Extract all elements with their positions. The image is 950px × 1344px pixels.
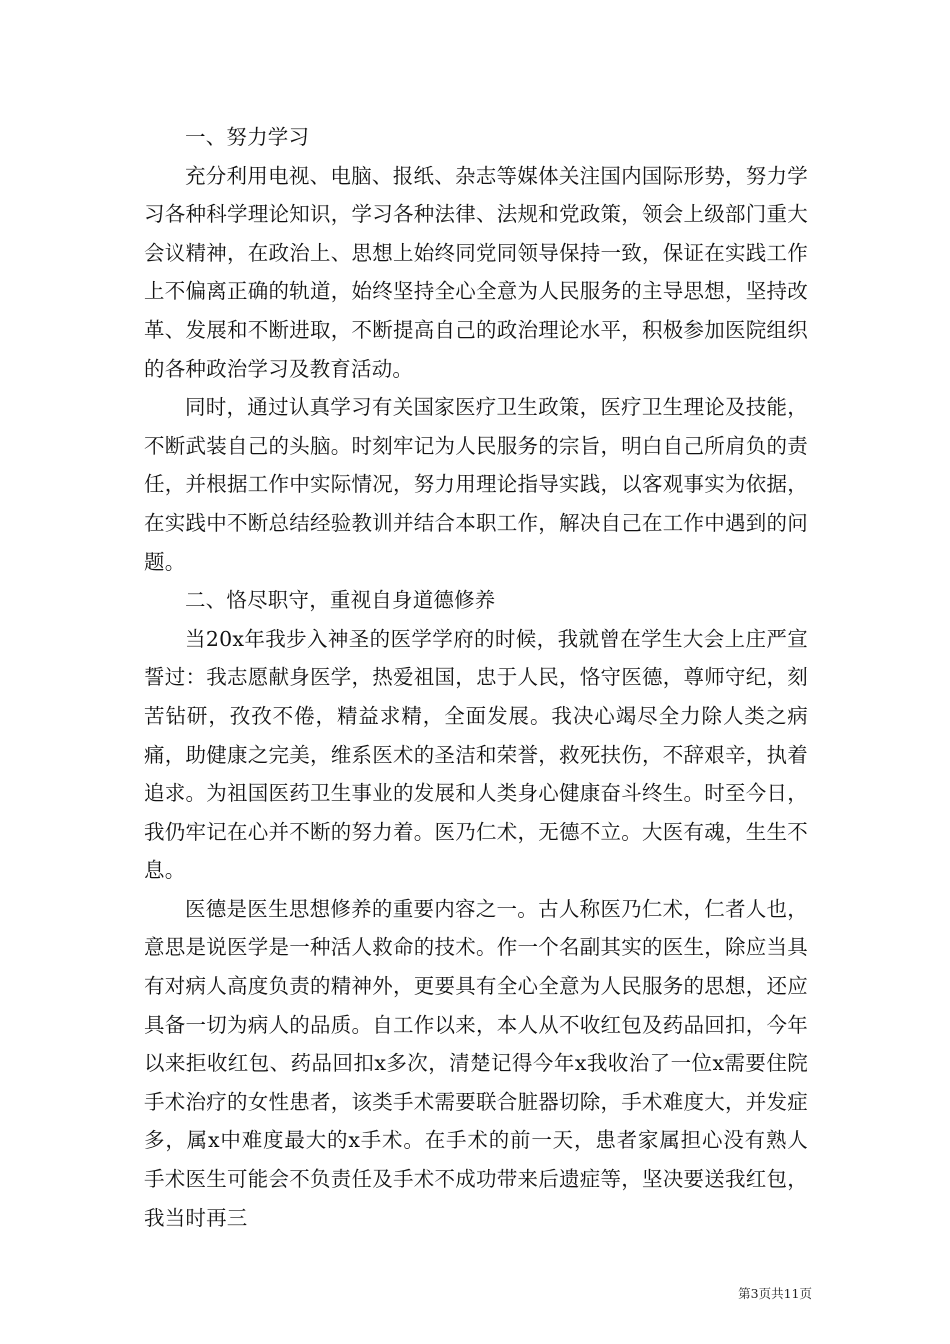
paragraph-2: 同时，通过认真学习有关国家医疗卫生政策，医疗卫生理论及技能，不断武装自己的头脑。时刻牢记为人民服务的宗旨，明白自己所肩负的责任，并根据工作中实际情况，努力用理论指导实践，以客观事实为依据，在实践中不断总结经验教训并结合本职工作，解决自己在工作中遇到的问题。	[144, 395, 808, 574]
page-number: 第3页共11页	[738, 1286, 812, 1301]
paragraph-4: 医德是医生思想修养的重要内容之一。古人称医乃仁术，仁者人也，意思是说医学是一种活人救命的技术。作一个名副其实的医生，除应当具有对病人高度负责的精神外，更要具有全心全意为人民服务的思想，还应具备一切为病人的品质。自工作以来，本人从不收红包及药品回扣，今年以来拒收红包、药品回扣x多次，清楚记得今年x我收治了一位x需要住院手术治疗的女性患者，该类手术需要联合脏器切除，手术难度大，并发症多，属x中难度最大的x手术。在手术的前一天，患者家属担心没有熟人手术医生可能会不负责任及手术不成功带来后遗症等，坚决要送我红包，我当时再三	[144, 896, 808, 1230]
paragraph-1: 充分利用电视、电脑、报纸、杂志等媒体关注国内国际形势，努力学习各种科学理论知识，学习各种法律、法规和党政策，领会上级部门重大会议精神，在政治上、思想上始终同党同领导保持一致，保证在实践工作上不偏离正确的轨道，始终坚持全心全意为人民服务的主导思想，坚持改革、发展和不断进取，不断提高自己的政治理论水平，积极参加医院组织的各种政治学习及教育活动。	[144, 163, 808, 381]
paragraph-3: 当20x年我步入神圣的医学学府的时候，我就曾在学生大会上庄严宣誓过：我志愿献身医学，热爱祖国，忠于人民，恪守医德，尊师守纪，刻苦钻研，孜孜不倦，精益求精，全面发展。我决心竭尽全力除人类之病痛，助健康之完美，维系医术的圣洁和荣誉，救死扶伤，不辞艰辛，执着追求。为祖国医药卫生事业的发展和人类身心健康奋斗终生。时至今日，我仍牢记在心并不断的努力着。医乃仁术，无德不立。大医有魂，生生不息。	[144, 626, 808, 883]
section-heading-2: 二、恪尽职守，重视自身道德修养	[185, 588, 496, 613]
document-body	[144, 118, 808, 1237]
section-heading-1: 一、努力学习	[185, 125, 310, 149]
